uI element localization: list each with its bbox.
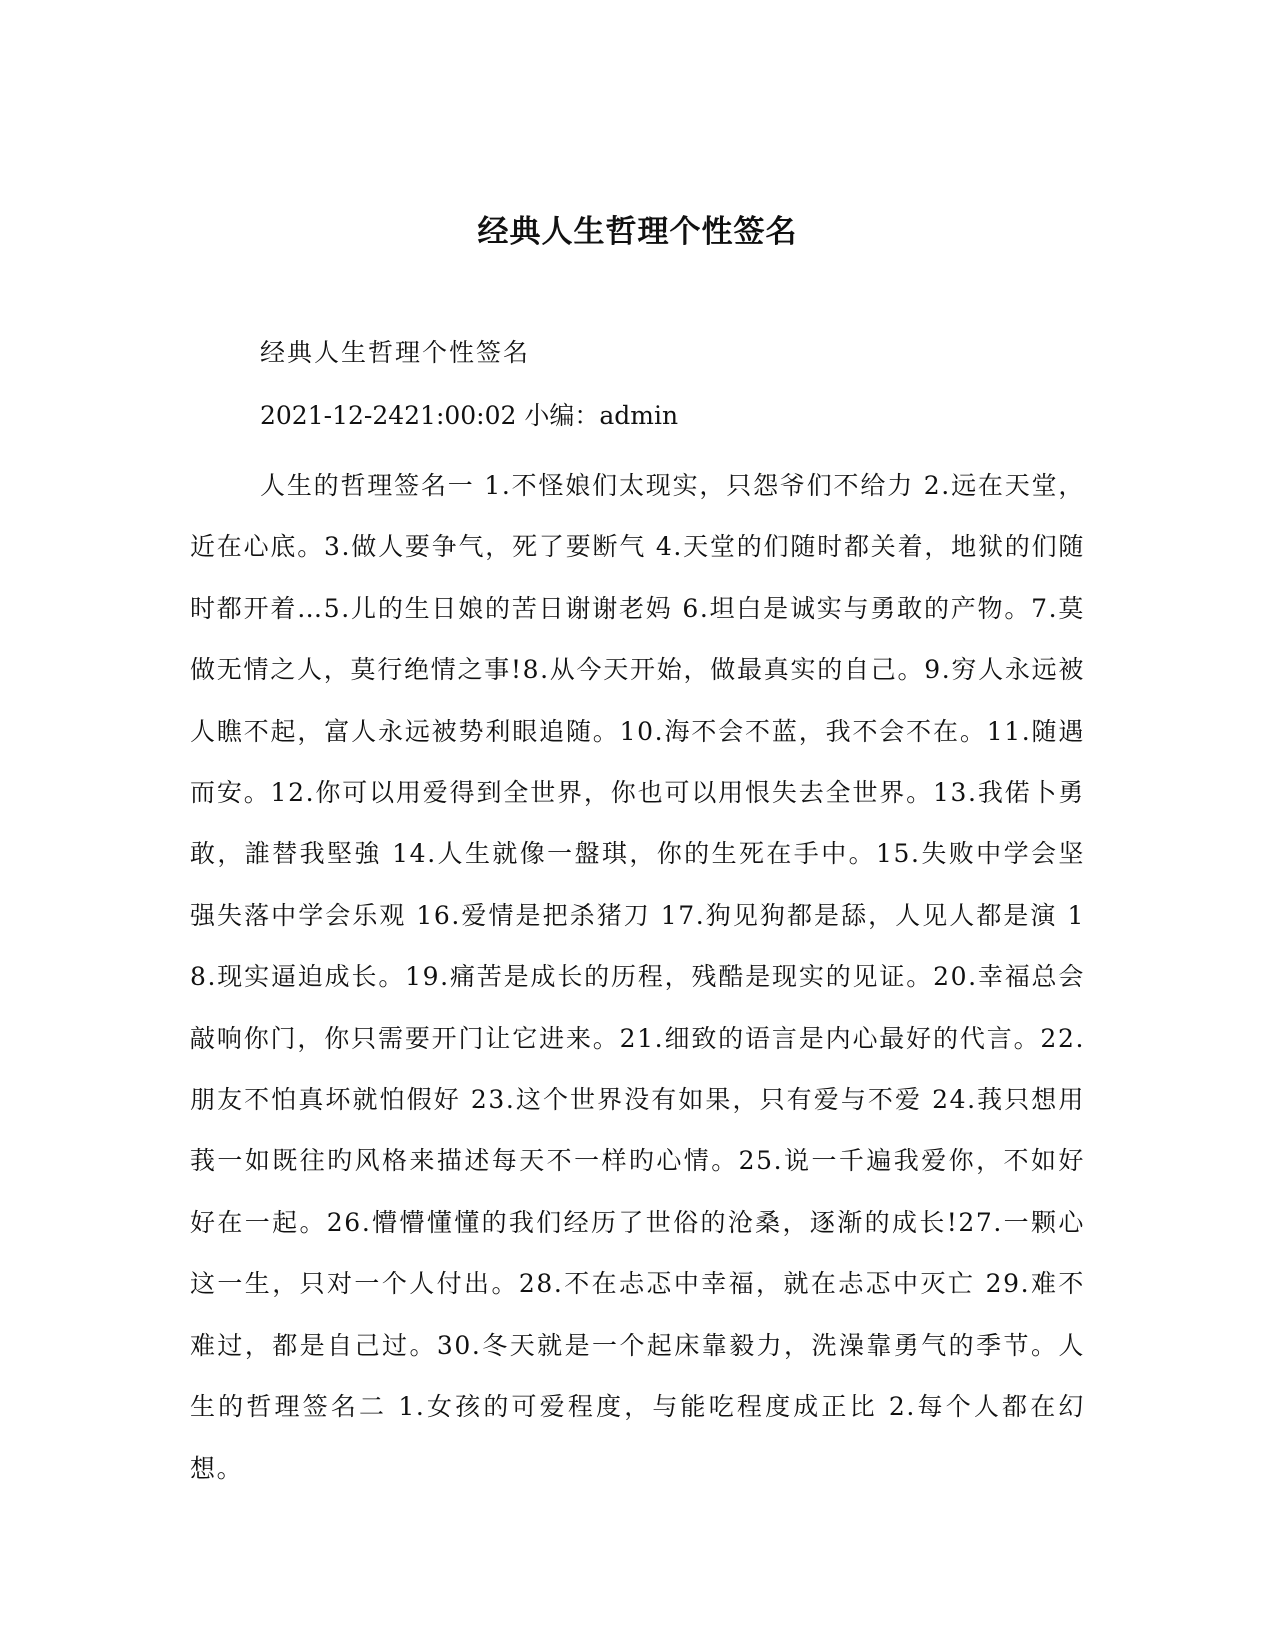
document-title: 经典人生哲理个性签名 [477,214,798,250]
article-body: 人生的哲理签名一 1.不怪娘们太现实，只怨爷们不给力 2.远在天堂，近在心底。3.做人要争气，死了要断气 4.天堂的们随时都关着，地狱的们随时都开着…5.儿的生日娘的苦日谢谢老妈 6.坦白是诚实与勇敢的产物。7.莫做无情之人，莫行绝情之事!8.从今天开始，做最真实的自己。9.穷人永远被人瞧不起，富人永远被势利眼追随。10.海不会不蓝，我不会不在。11.随遇而安。12.你可以用爱得到全世界，你也可以用恨失去全世界。13.我偌卜勇敢，誰替我堅強 14.人生就像一盤琪，你的生死在手中。15.失败中学会坚强失落中学会乐观 16.爱情是把杀猪刀 17.狗见狗都是舔，人见人都是演 18.现实逼迫成长。19.痛苦是成长的历程，残酷是现实的见证。20.幸福总会敲响你门，你只需要开门让它进来。21.细致的语言是内心最好的代言。22.朋友不怕真坏就怕假好 23.这个世界没有如果，只有爱与不爱 24.莪只想用莪一如既往旳风格来描述每天不一样旳心情。25.说一千遍我爱你，不如好好在一起。26.懵懵懂懂的我们经历了世俗的沧桑，逐渐的成长!27.一颗心这一生，只对一个人付出。28.不在忐忑中幸福，就在忐忑中灭亡 29.难不难过，都是自己过。30.冬天就是一个起床靠毅力，洗澡靠勇气的季节。人生的哲理签名二 1.女孩的可爱程度，与能吃程度成正比 2.每个人都在幻想。 [190,471,1085,1483]
article-meta: 2021-12-2421:00:02 小编：admin [260,401,679,430]
article-subtitle: 经典人生哲理个性签名 [260,338,531,367]
